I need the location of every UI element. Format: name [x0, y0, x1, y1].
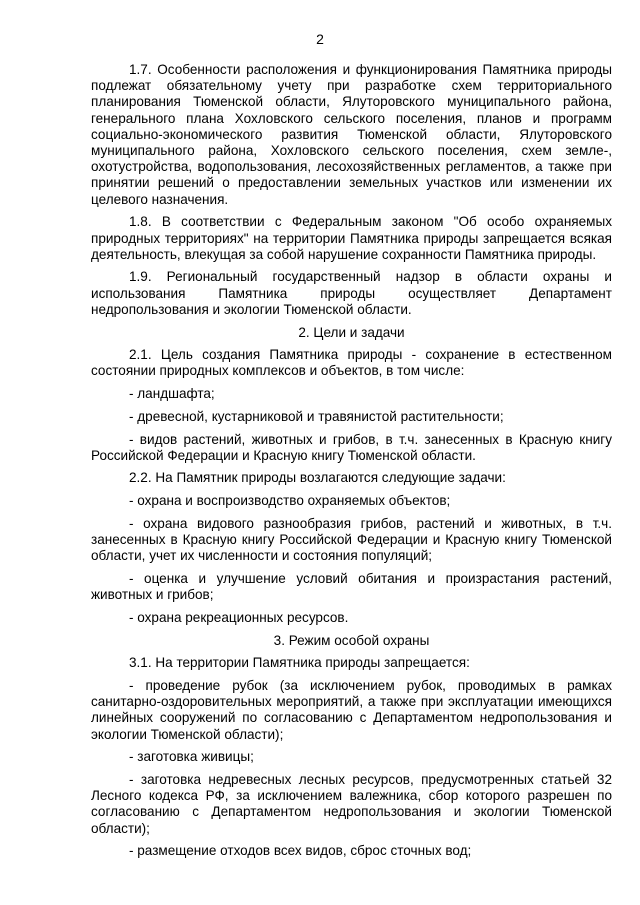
- paragraph: 1.7. Особенности расположения и функционирования Памятника природы подлежат обязательному учету при разработке схем территориального планирования Тюменской области, Ялуторовского муниципального района, генерального плана Хохловского сельского поселения, планов и программ социально-экономического развития Тюменской области, Ялуторовского муниципального района, Хохловского сельского поселения, схем земле-, охотустройства, водопользования, лесохозяйственных регламентов, а также при принятии решений о предоставлении земельных участков или изменении их целевого назначения.: [91, 62, 612, 207]
- paragraph: 1.8. В соответствии с Федеральным законом "Об особо охраняемых природных территориях" на территории Памятника природы запрещается всякая деятельность, влекущая за собой нарушение сохранности Памятника природы.: [91, 214, 612, 262]
- paragraph: - охрана и воспроизводство охраняемых объектов;: [129, 493, 451, 509]
- paragraph: - охрана рекреационных ресурсов.: [129, 609, 349, 625]
- paragraph: - заготовка живицы;: [129, 749, 254, 765]
- section-heading: 3. Режим особой охраны: [273, 632, 430, 648]
- paragraph: - видов растений, животных и грибов, в т.ч. занесенных в Красную книгу Российской Федерации и Красную книгу Тюменской области.: [91, 431, 612, 463]
- paragraph: 2.2. На Памятник природы возлагаются следующие задачи:: [129, 470, 506, 486]
- document-body: [91, 62, 612, 866]
- paragraph: 1.9. Региональный государственный надзор в области охраны и использования Памятника природы осуществляет Департамент недропользования и экологии Тюменской области.: [91, 269, 612, 317]
- page-number: 2: [316, 31, 324, 47]
- paragraph: - оценка и улучшение условий обитания и произрастания растений, животных и грибов;: [91, 570, 612, 603]
- section-heading: 2. Цели и задачи: [298, 324, 405, 340]
- paragraph: 2.1. Цель создания Памятника природы - сохранение в естественном состоянии природных комплексов и объектов, в том числе:: [91, 347, 612, 379]
- paragraph: - проведение рубок (за исключением рубок, проводимых в рамках санитарно-оздоровительных мероприятий, а также при эксплуатации имеющихся линейных сооружений по согласованию с Департаментом недропользования и экологии Тюменской области);: [91, 678, 612, 742]
- paragraph: - заготовка недревесных лесных ресурсов, предусмотренных статьей 32 Лесного кодекса РФ, за исключением валежника, сбор которого разрешен по согласованию с Департаментом недропользования и экологии Тюменской области);: [91, 772, 612, 836]
- paragraph: - древесной, кустарниковой и травянистой растительности;: [129, 408, 504, 424]
- paragraph: - ландшафта;: [129, 386, 215, 402]
- paragraph: - охрана видового разнообразия грибов, растений и животных, в т.ч. занесенных в Красную книгу Российской Федерации и Красную книгу Тюменской области, учет их численности и состояния популяций;: [91, 515, 612, 564]
- paragraph: 3.1. На территории Памятника природы запрещается:: [129, 655, 470, 671]
- paragraph: - размещение отходов всех видов, сброс сточных вод;: [129, 843, 472, 859]
